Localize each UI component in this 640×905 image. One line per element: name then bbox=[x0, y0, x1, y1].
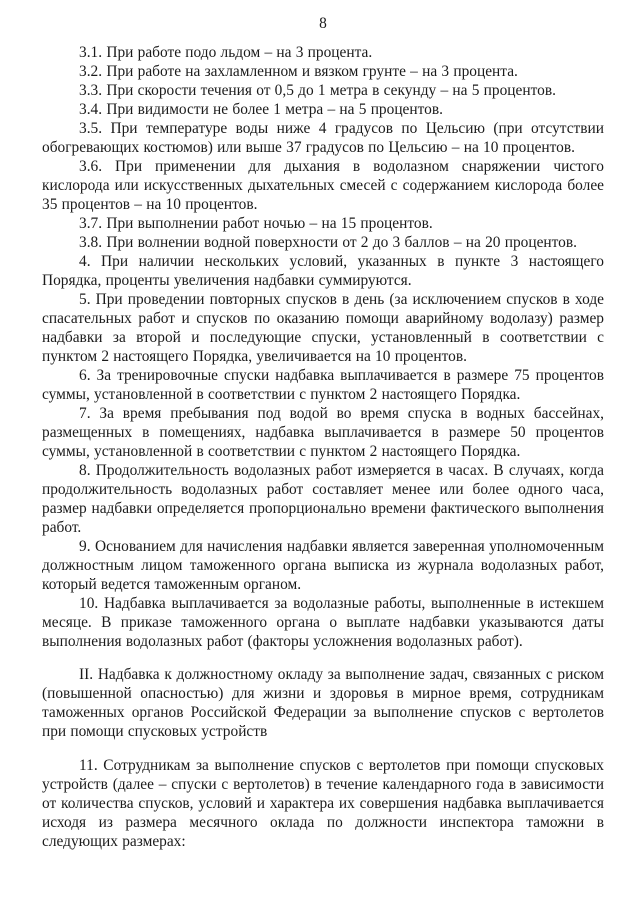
paragraph-3-3: 3.3. При скорости течения от 0,5 до 1 метра в секунду – на 5 процентов. bbox=[79, 82, 556, 99]
paragraph-4: 4. При наличии нескольких условий, указанных в пункте 3 настоящего Порядка, проценты увеличения надбавки суммируются. bbox=[42, 253, 604, 289]
paragraph-3-5: 3.5. При температуре воды ниже 4 градусов по Цельсию (при отсутствии обогревающих костюмов) или выше 37 градусов по Цельсию – на 10 процентов. bbox=[42, 120, 604, 156]
paragraph-5: 5. При проведении повторных спусков в день (за исключением спусков в ходе спасательных работ и спусков по оказанию помощи аварийному водолазу) размер надбавки за второй и последующие спуски, установленный в соответствии с пунктом 2 настоящего Порядка, увеличивается на 10 процентов. bbox=[42, 291, 604, 365]
paragraph-6: 6. За тренировочные спуски надбавка выплачивается в размере 75 процентов суммы, установленной в соответствии с пунктом 2 настоящего Порядка. bbox=[42, 367, 604, 403]
paragraph-3-8: 3.8. При волнении водной поверхности от 2 до 3 баллов – на 20 процентов. bbox=[79, 234, 577, 251]
paragraph-3-2: 3.2. При работе на захламленном и вязком грунте – на 3 процента. bbox=[79, 63, 518, 80]
paragraph-3-6: 3.6. При применении для дыхания в водолазном снаряжении чистого кислорода или искусственных дыхательных смесей с содержанием кислорода более 35 процентов – на 10 процентов. bbox=[42, 158, 604, 213]
paragraph-11: 11. Сотрудникам за выполнение спусков с вертолетов при помощи спусковых устройств (далее – спуски с вертолетов) в течение календарного года в зависимости от количества спусков, условий и характера их совершения надбавка выплачивается исходя из размера месячного оклада по должности инспектора таможни в следующих размерах: bbox=[42, 757, 604, 850]
section-ii-heading: II. Надбавка к должностному окладу за выполнение задач, связанных с риском (повышенной опасностью) для жизни и здоровья в мирное время, сотрудникам таможенных органов Российской Федерации за выполнение спусков с вертолетов при помощи спусковых устройств bbox=[42, 666, 604, 740]
paragraph-7: 7. За время пребывания под водой во время спуска в водных бассейнах, размещенных в помещениях, надбавка выплачивается в размере 50 процентов суммы, установленной в соответствии с пунктом 2 настоящего Порядка. bbox=[42, 405, 604, 460]
paragraph-9: 9. Основанием для начисления надбавки является заверенная уполномоченным должностным лицом таможенного органа выписка из журнала водолазных работ, который ведется таможенным органом. bbox=[42, 538, 604, 593]
paragraph-8: 8. Продолжительность водолазных работ измеряется в часах. В случаях, когда продолжительность водолазных работ составляет менее или более одного часа, размер надбавки определяется пропорционально времени фактического выполнения работ. bbox=[42, 462, 604, 536]
paragraph-10: 10. Надбавка выплачивается за водолазные работы, выполненные в истекшем месяце. В приказе таможенного органа о выплате надбавки указываются даты выполнения водолазных работ (факторы усложнения водолазных работ). bbox=[42, 595, 604, 650]
paragraph-3-4: 3.4. При видимости не более 1 метра – на 5 процентов. bbox=[79, 101, 443, 118]
paragraph-3-1: 3.1. При работе подо льдом – на 3 процента. bbox=[79, 44, 373, 61]
page-number: 8 bbox=[319, 15, 327, 32]
paragraph-3-7: 3.7. При выполнении работ ночью – на 15 процентов. bbox=[79, 215, 433, 232]
document-body bbox=[42, 43, 604, 851]
